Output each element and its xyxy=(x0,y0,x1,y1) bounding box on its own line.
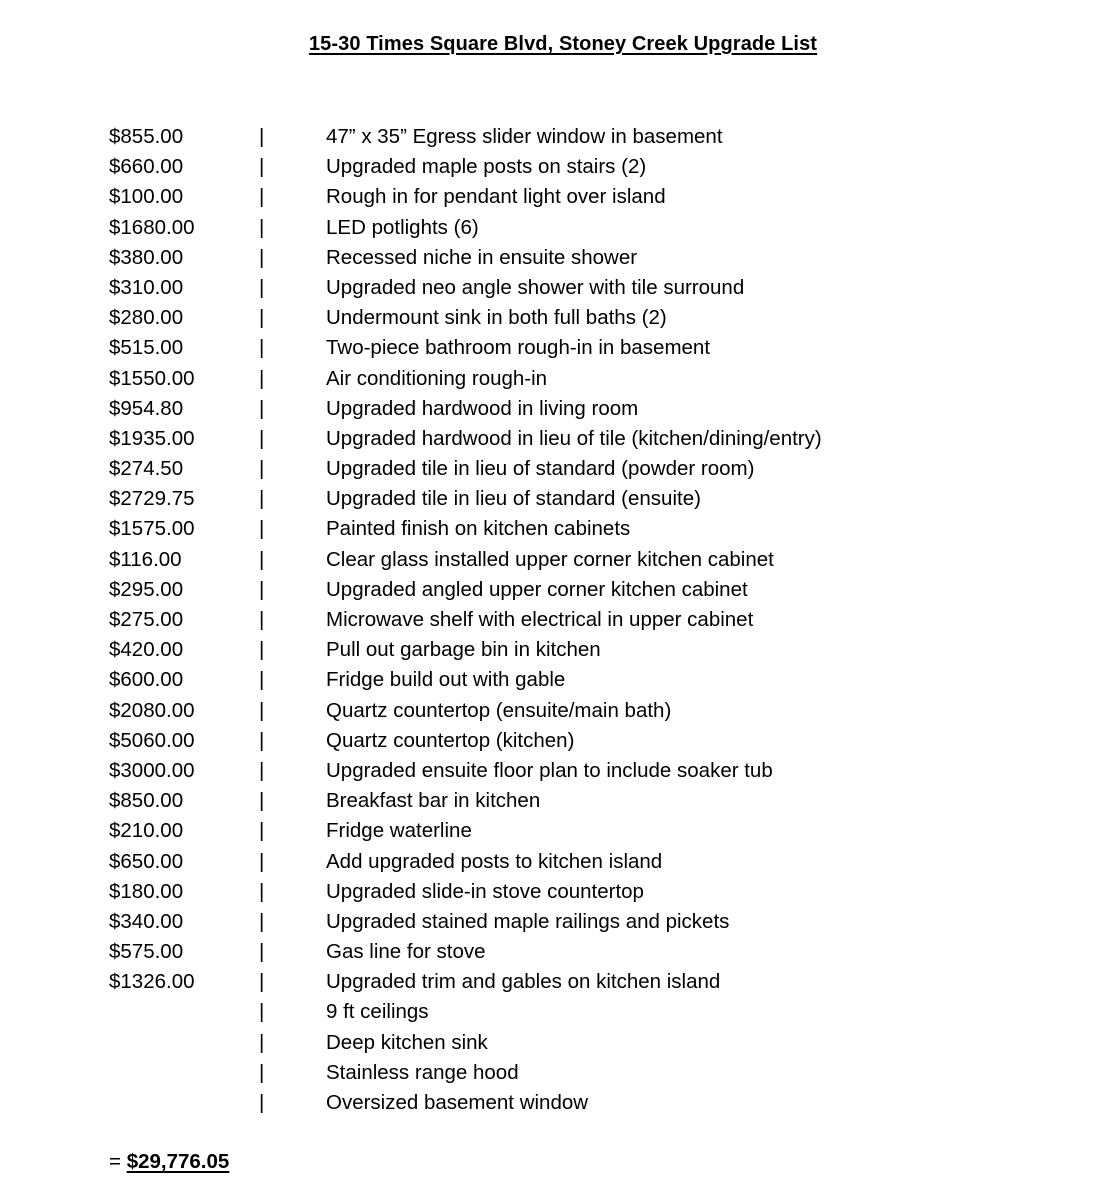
list-item xyxy=(0,152,1110,182)
item-separator: | xyxy=(259,849,265,873)
upgrade-list xyxy=(0,122,1110,1118)
list-item xyxy=(0,484,1110,514)
item-separator: | xyxy=(259,909,265,933)
list-item xyxy=(0,545,1110,575)
item-description: Oversized basement window xyxy=(326,1091,589,1114)
item-description: 47” x 35” Egress slider window in basement xyxy=(326,125,723,148)
item-price: $275.00 xyxy=(109,608,184,631)
item-price: $274.50 xyxy=(109,457,184,481)
item-separator: | xyxy=(259,879,265,903)
list-item xyxy=(0,514,1110,544)
item-description: Upgraded trim and gables on kitchen island xyxy=(326,970,721,994)
item-description: Breakfast bar in kitchen xyxy=(326,789,541,813)
item-description: Upgraded ensuite floor plan to include soaker tub xyxy=(326,758,773,782)
item-price: $660.00 xyxy=(109,155,184,179)
total-prefix: = xyxy=(109,1150,121,1173)
item-description: Upgraded neo angle shower with tile surround xyxy=(326,275,745,299)
item-separator: | xyxy=(259,457,265,481)
item-separator: | xyxy=(259,336,265,360)
item-price: $575.00 xyxy=(109,940,184,964)
item-description: Undermount sink in both full baths (2) xyxy=(326,306,667,330)
item-description: Quartz countertop (kitchen) xyxy=(326,728,575,752)
list-item xyxy=(0,967,1110,997)
item-separator: | xyxy=(259,1091,265,1114)
item-price: $850.00 xyxy=(109,789,184,813)
item-description: Fridge waterline xyxy=(326,819,472,843)
item-price: $855.00 xyxy=(109,125,184,148)
item-separator: | xyxy=(259,426,265,450)
item-separator: | xyxy=(259,1030,265,1054)
item-price: $1680.00 xyxy=(109,215,195,239)
item-price: $515.00 xyxy=(109,336,184,360)
list-item xyxy=(0,605,1110,635)
item-separator: | xyxy=(259,638,265,662)
item-price: $180.00 xyxy=(109,879,184,903)
list-item xyxy=(0,303,1110,333)
list-item xyxy=(0,847,1110,877)
item-separator: | xyxy=(259,1060,265,1084)
list-item xyxy=(0,424,1110,454)
item-price: $280.00 xyxy=(109,306,184,330)
item-price: $5060.00 xyxy=(109,728,195,752)
item-price: $2729.75 xyxy=(109,487,195,511)
list-item xyxy=(0,364,1110,394)
list-item xyxy=(0,786,1110,816)
item-separator: | xyxy=(259,940,265,964)
item-price: $310.00 xyxy=(109,275,184,299)
item-description: Upgraded stained maple railings and pickets xyxy=(326,909,730,933)
item-description: Deep kitchen sink xyxy=(326,1030,488,1054)
item-price: $420.00 xyxy=(109,638,184,662)
item-description: Add upgraded posts to kitchen island xyxy=(326,849,663,873)
list-item xyxy=(0,1028,1110,1058)
list-item xyxy=(0,997,1110,1027)
item-description: Stainless range hood xyxy=(326,1060,519,1084)
item-description: LED potlights (6) xyxy=(326,215,479,239)
item-separator: | xyxy=(259,608,265,631)
item-price: $380.00 xyxy=(109,245,184,269)
item-price: $1575.00 xyxy=(109,517,195,541)
list-item xyxy=(0,213,1110,243)
list-item xyxy=(0,122,1110,152)
list-item xyxy=(0,1058,1110,1088)
item-separator: | xyxy=(259,577,265,601)
list-item xyxy=(0,243,1110,273)
total-line xyxy=(109,1150,229,1174)
item-description: Upgraded tile in lieu of standard (ensuite) xyxy=(326,487,701,511)
item-separator: | xyxy=(259,728,265,752)
list-item xyxy=(0,877,1110,907)
item-separator: | xyxy=(259,275,265,299)
item-price: $954.80 xyxy=(109,396,184,420)
item-description: Upgraded angled upper corner kitchen cabinet xyxy=(326,577,748,601)
item-description: Upgraded hardwood in lieu of tile (kitchen/dining/entry) xyxy=(326,426,822,450)
item-price: $340.00 xyxy=(109,909,184,933)
item-price: $295.00 xyxy=(109,577,184,601)
item-price: $210.00 xyxy=(109,819,184,843)
item-separator: | xyxy=(259,396,265,420)
item-separator: | xyxy=(259,487,265,511)
document-title: 15-30 Times Square Blvd, Stoney Creek Upgrade List xyxy=(308,33,818,55)
item-separator: | xyxy=(259,215,265,239)
item-description: Gas line for stove xyxy=(326,940,486,964)
list-item xyxy=(0,182,1110,212)
item-description: Recessed niche in ensuite shower xyxy=(326,245,638,269)
list-item xyxy=(0,696,1110,726)
item-description: Upgraded hardwood in living room xyxy=(326,396,639,420)
item-separator: | xyxy=(259,698,265,722)
item-price: $100.00 xyxy=(109,185,184,209)
list-item xyxy=(0,937,1110,967)
item-description: Two-piece bathroom rough-in in basement xyxy=(326,336,711,360)
list-item xyxy=(0,454,1110,484)
item-separator: | xyxy=(259,1000,265,1024)
item-separator: | xyxy=(259,789,265,813)
item-separator: | xyxy=(259,547,265,571)
item-price: $1550.00 xyxy=(109,366,195,390)
item-description: Upgraded maple posts on stairs (2) xyxy=(326,155,647,179)
item-separator: | xyxy=(259,668,265,692)
item-price: $650.00 xyxy=(109,849,184,873)
item-description: Upgraded slide-in stove countertop xyxy=(326,879,644,903)
item-price: $1326.00 xyxy=(109,970,195,994)
list-item xyxy=(0,726,1110,756)
item-description: Painted finish on kitchen cabinets xyxy=(326,517,631,541)
item-separator: | xyxy=(259,245,265,269)
item-price: $2080.00 xyxy=(109,698,195,722)
item-separator: | xyxy=(259,366,265,390)
item-price: $600.00 xyxy=(109,668,184,692)
item-separator: | xyxy=(259,185,265,209)
item-separator: | xyxy=(259,155,265,179)
list-item xyxy=(0,816,1110,846)
item-description: Upgraded tile in lieu of standard (powder room) xyxy=(326,457,755,481)
item-separator: | xyxy=(259,306,265,330)
list-item xyxy=(0,394,1110,424)
item-separator: | xyxy=(259,517,265,541)
item-separator: | xyxy=(259,819,265,843)
list-item xyxy=(0,575,1110,605)
total-value: $29,776.05 xyxy=(126,1150,230,1173)
item-description: Air conditioning rough-in xyxy=(326,366,548,390)
list-item xyxy=(0,1088,1110,1118)
list-item xyxy=(0,665,1110,695)
item-description: Quartz countertop (ensuite/main bath) xyxy=(326,698,672,722)
item-separator: | xyxy=(259,970,265,994)
item-description: Pull out garbage bin in kitchen xyxy=(326,638,601,662)
item-price: $3000.00 xyxy=(109,758,195,782)
item-price: $116.00 xyxy=(109,547,182,571)
item-description: 9 ft ceilings xyxy=(326,1000,429,1024)
list-item xyxy=(0,756,1110,786)
item-description: Clear glass installed upper corner kitchen cabinet xyxy=(326,547,774,571)
item-price: $1935.00 xyxy=(109,426,195,450)
item-separator: | xyxy=(259,758,265,782)
item-description: Rough in for pendant light over island xyxy=(326,185,666,209)
list-item xyxy=(0,273,1110,303)
item-separator: | xyxy=(259,125,265,148)
list-item xyxy=(0,333,1110,363)
list-item xyxy=(0,635,1110,665)
item-description: Microwave shelf with electrical in upper cabinet xyxy=(326,608,754,631)
list-item xyxy=(0,907,1110,937)
item-description: Fridge build out with gable xyxy=(326,668,566,692)
